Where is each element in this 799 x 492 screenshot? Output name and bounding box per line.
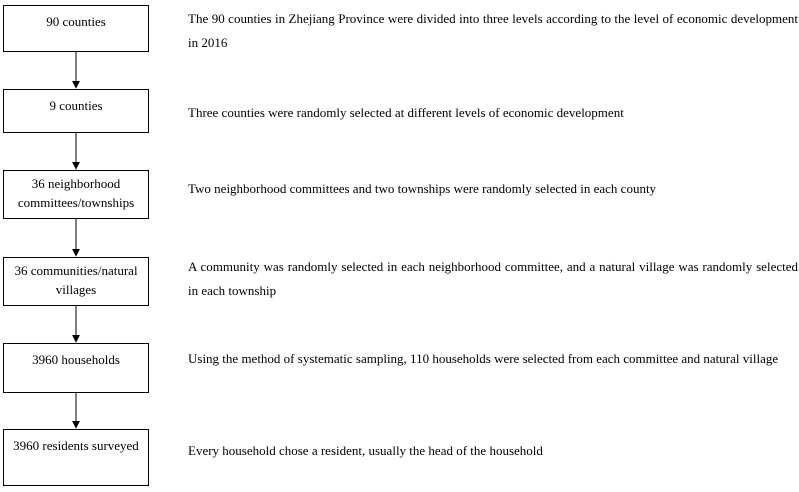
step-description-5 [188,347,798,371]
step-description-6 [188,439,798,463]
step-description-6-text: Every household chose a resident, usually the head of the household [188,443,543,458]
step-description-1-text: The 90 counties in Zhejiang Province were divided into three levels according to the level of economic development in 2016 [188,11,798,50]
step-box-4 [3,257,149,306]
step-description-1 [188,7,798,55]
step-box-5 [3,343,149,393]
step-description-4 [188,255,798,303]
step-box-2-label: 9 counties [49,98,103,113]
step-description-5-text: Using the method of systematic sampling, 110 households were selected from each committee and natural village [188,351,779,366]
step-box-2 [3,89,149,133]
step-description-4-text: A community was randomly selected in each neighborhood committee, and a natural village was randomly selected in each township [188,259,798,298]
step-description-2 [188,101,798,125]
step-description-3-text: Two neighborhood committees and two townships were randomly selected in each county [188,181,657,196]
step-description-2-text: Three counties were randomly selected at different levels of economic development [188,105,624,120]
step-box-3 [3,170,149,219]
step-box-6-label: 3960 residents surveyed [13,438,139,453]
step-box-5-label: 3960 households [32,352,120,367]
step-description-3 [188,177,798,201]
step-box-3-label: 36 neighborhood committees/townships [17,176,135,210]
step-box-6 [3,429,149,486]
step-box-4-label: 36 communities/natural villages [14,263,138,297]
step-box-1 [3,5,149,52]
step-box-1-label: 90 counties [46,14,106,29]
